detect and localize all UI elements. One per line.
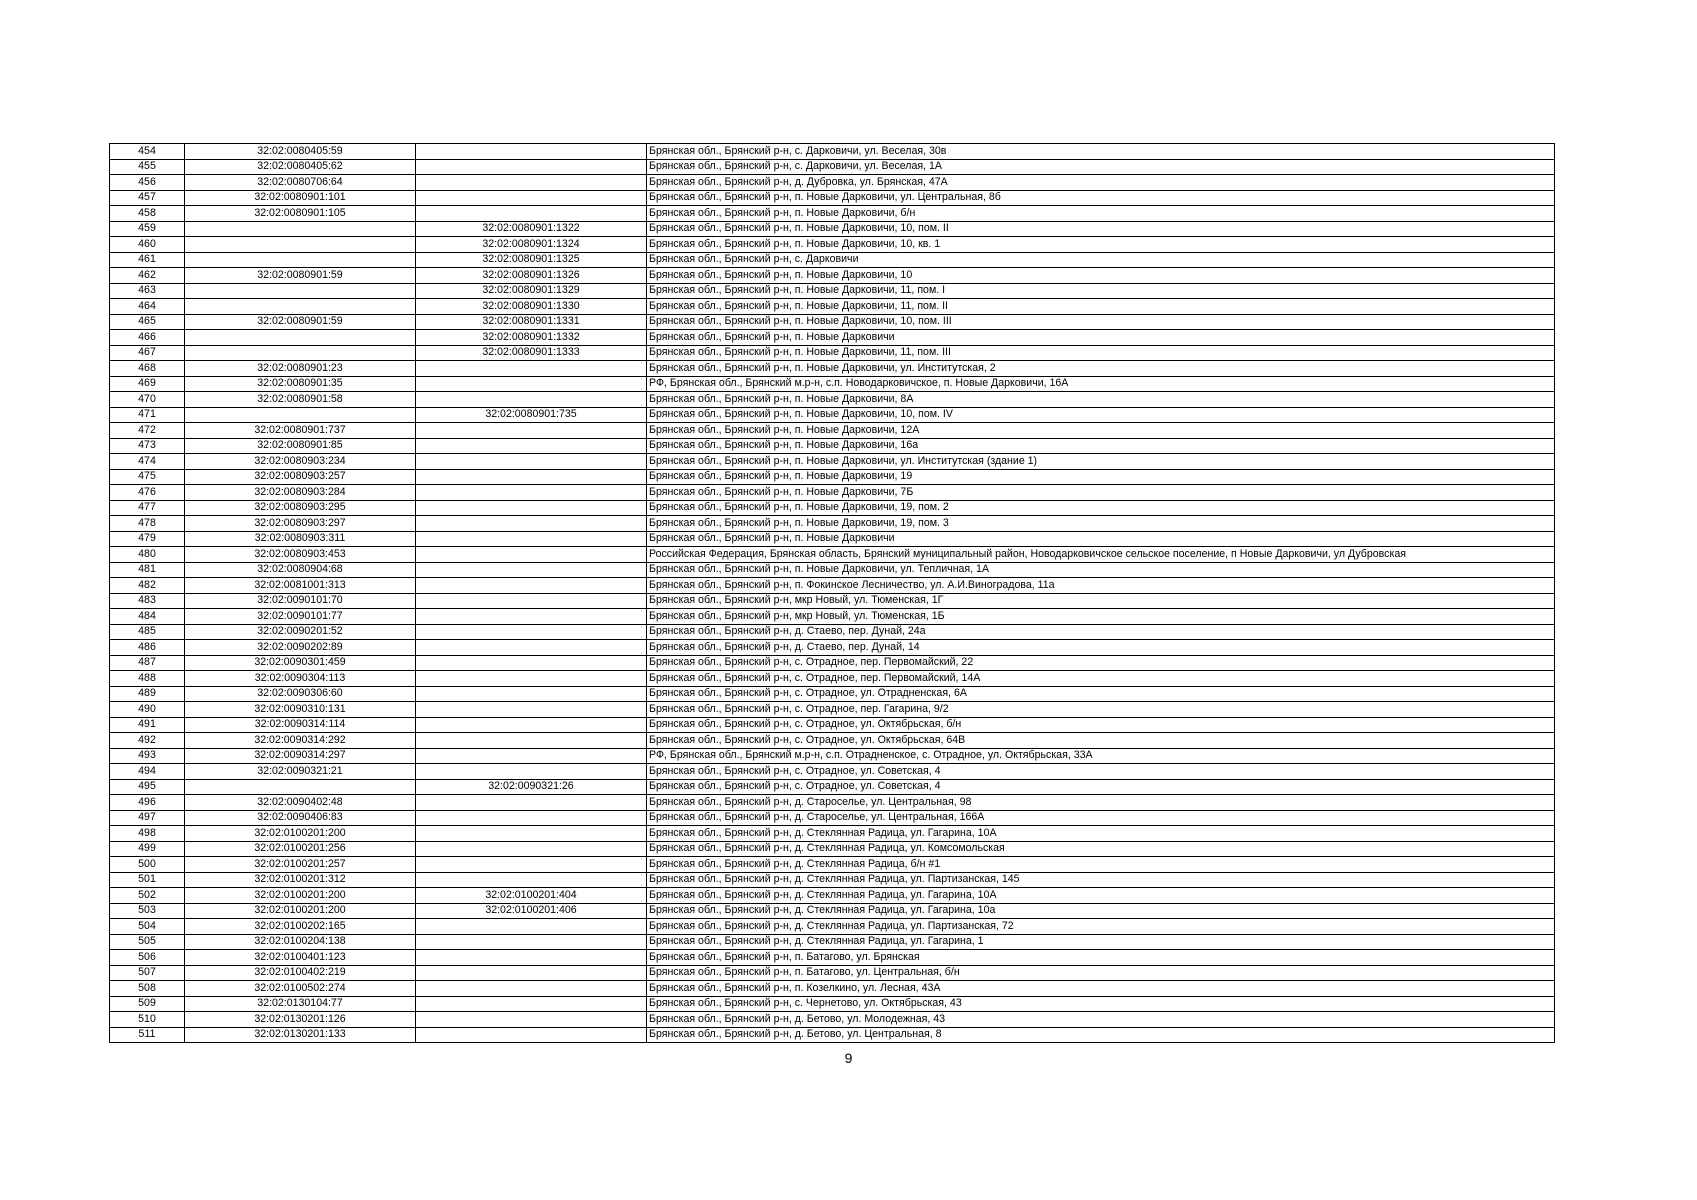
land-cadastral-number-cell: 32:02:0090304:113	[185, 671, 416, 687]
row-number-cell: 468	[110, 361, 185, 377]
land-cadastral-number-cell: 32:02:0080901:85	[185, 438, 416, 454]
building-cadastral-number-cell: 32:02:0100201:404	[416, 888, 647, 904]
row-number-cell: 466	[110, 330, 185, 346]
building-cadastral-number-cell	[416, 144, 647, 160]
land-cadastral-number-cell: 32:02:0080405:59	[185, 144, 416, 160]
building-cadastral-number-cell	[416, 748, 647, 764]
table-row	[110, 562, 1555, 578]
row-number-cell: 459	[110, 221, 185, 237]
land-cadastral-number-cell: 32:02:0080901:105	[185, 206, 416, 222]
address-cell: Брянская обл., Брянский р-н, д. Стеклянная Радица, ул. Партизанская, 72	[647, 919, 1555, 935]
row-number-cell: 511	[110, 1027, 185, 1043]
row-number-cell: 505	[110, 934, 185, 950]
land-cadastral-number-cell: 32:02:0080901:101	[185, 190, 416, 206]
land-cadastral-number-cell	[185, 299, 416, 315]
building-cadastral-number-cell: 32:02:0080901:1324	[416, 237, 647, 253]
table-row	[110, 330, 1555, 346]
address-cell: Брянская обл., Брянский р-н, п. Новые Дарковичи, 7Б	[647, 485, 1555, 501]
address-cell: Брянская обл., Брянский р-н, с. Отрадное, пер. Первомайский, 22	[647, 655, 1555, 671]
table-row	[110, 314, 1555, 330]
row-number-cell: 463	[110, 283, 185, 299]
table-row	[110, 640, 1555, 656]
building-cadastral-number-cell	[416, 485, 647, 501]
row-number-cell: 502	[110, 888, 185, 904]
table-row	[110, 609, 1555, 625]
table-row	[110, 361, 1555, 377]
land-cadastral-number-cell: 32:02:0100202:165	[185, 919, 416, 935]
row-number-cell: 481	[110, 562, 185, 578]
row-number-cell: 510	[110, 1012, 185, 1028]
address-cell: Брянская обл., Брянский р-н, п. Козелкино, ул. Лесная, 43А	[647, 981, 1555, 997]
table-row	[110, 531, 1555, 547]
land-cadastral-number-cell: 32:02:0080901:737	[185, 423, 416, 439]
building-cadastral-number-cell	[416, 578, 647, 594]
building-cadastral-number-cell: 32:02:0080901:1329	[416, 283, 647, 299]
building-cadastral-number-cell	[416, 547, 647, 563]
table-body	[110, 144, 1555, 1043]
building-cadastral-number-cell	[416, 950, 647, 966]
land-cadastral-number-cell: 32:02:0090101:77	[185, 609, 416, 625]
land-cadastral-number-cell: 32:02:0080903:453	[185, 547, 416, 563]
table-row	[110, 454, 1555, 470]
address-cell: Брянская обл., Брянский р-н, д. Староселье, ул. Центральная, 98	[647, 795, 1555, 811]
land-cadastral-number-cell: 32:02:0090306:60	[185, 686, 416, 702]
building-cadastral-number-cell	[416, 609, 647, 625]
building-cadastral-number-cell: 32:02:0080901:1325	[416, 252, 647, 268]
row-number-cell: 487	[110, 655, 185, 671]
table-row	[110, 919, 1555, 935]
land-cadastral-number-cell: 32:02:0080901:58	[185, 392, 416, 408]
table-row	[110, 826, 1555, 842]
table-row	[110, 950, 1555, 966]
table-row	[110, 717, 1555, 733]
table-row	[110, 934, 1555, 950]
row-number-cell: 499	[110, 841, 185, 857]
address-cell: Брянская обл., Брянский р-н, с. Отрадное, пер. Гагарина, 9/2	[647, 702, 1555, 718]
address-cell: Брянская обл., Брянский р-н, п. Новые Дарковичи, ул. Институтская (здание 1)	[647, 454, 1555, 470]
land-cadastral-number-cell: 32:02:0080903:295	[185, 500, 416, 516]
address-cell: Брянская обл., Брянский р-н, д. Бетово, ул. Молодежная, 43	[647, 1012, 1555, 1028]
table-row	[110, 547, 1555, 563]
address-cell: Брянская обл., Брянский р-н, с. Отрадное, ул. Октябрьская, б/н	[647, 717, 1555, 733]
land-cadastral-number-cell: 32:02:0130104:77	[185, 996, 416, 1012]
land-cadastral-number-cell: 32:02:0090310:131	[185, 702, 416, 718]
row-number-cell: 457	[110, 190, 185, 206]
row-number-cell: 473	[110, 438, 185, 454]
building-cadastral-number-cell	[416, 826, 647, 842]
row-number-cell: 467	[110, 345, 185, 361]
land-cadastral-number-cell: 32:02:0100201:200	[185, 826, 416, 842]
table-row	[110, 888, 1555, 904]
address-cell: Брянская обл., Брянский р-н, мкр Новый, ул. Тюменская, 1Г	[647, 593, 1555, 609]
table-row	[110, 376, 1555, 392]
address-cell: Брянская обл., Брянский р-н, п. Новые Дарковичи	[647, 330, 1555, 346]
building-cadastral-number-cell: 32:02:0090321:26	[416, 779, 647, 795]
row-number-cell: 455	[110, 159, 185, 175]
land-cadastral-number-cell: 32:02:0080904:68	[185, 562, 416, 578]
table-row	[110, 221, 1555, 237]
building-cadastral-number-cell	[416, 500, 647, 516]
table-row	[110, 965, 1555, 981]
table-row	[110, 981, 1555, 997]
land-cadastral-number-cell: 32:02:0080903:297	[185, 516, 416, 532]
building-cadastral-number-cell	[416, 857, 647, 873]
address-cell: Брянская обл., Брянский р-н, с. Отрадное, ул. Советская, 4	[647, 779, 1555, 795]
row-number-cell: 482	[110, 578, 185, 594]
land-cadastral-number-cell: 32:02:0080405:62	[185, 159, 416, 175]
table-row	[110, 500, 1555, 516]
row-number-cell: 507	[110, 965, 185, 981]
row-number-cell: 454	[110, 144, 185, 160]
address-cell: Брянская обл., Брянский р-н, с. Чернетово, ул. Октябрьская, 43	[647, 996, 1555, 1012]
address-cell: Брянская обл., Брянский р-н, п. Новые Дарковичи, 8А	[647, 392, 1555, 408]
land-cadastral-number-cell: 32:02:0100201:256	[185, 841, 416, 857]
building-cadastral-number-cell: 32:02:0080901:1326	[416, 268, 647, 284]
row-number-cell: 491	[110, 717, 185, 733]
table-row	[110, 748, 1555, 764]
address-cell: Брянская обл., Брянский р-н, д. Стаево, пер. Дунай, 14	[647, 640, 1555, 656]
building-cadastral-number-cell	[416, 872, 647, 888]
row-number-cell: 464	[110, 299, 185, 315]
table-row	[110, 671, 1555, 687]
table-row	[110, 624, 1555, 640]
building-cadastral-number-cell	[416, 686, 647, 702]
land-cadastral-number-cell: 32:02:0080901:59	[185, 268, 416, 284]
land-cadastral-number-cell	[185, 345, 416, 361]
land-cadastral-number-cell	[185, 407, 416, 423]
table-row	[110, 903, 1555, 919]
building-cadastral-number-cell	[416, 175, 647, 191]
building-cadastral-number-cell	[416, 764, 647, 780]
address-cell: Брянская обл., Брянский р-н, с. Дарковичи, ул. Веселая, 30в	[647, 144, 1555, 160]
table-row	[110, 841, 1555, 857]
building-cadastral-number-cell	[416, 841, 647, 857]
building-cadastral-number-cell	[416, 1027, 647, 1043]
address-cell: Брянская обл., Брянский р-н, п. Новые Дарковичи, 19, пом. 2	[647, 500, 1555, 516]
land-cadastral-number-cell: 32:02:0090202:89	[185, 640, 416, 656]
building-cadastral-number-cell	[416, 981, 647, 997]
building-cadastral-number-cell	[416, 593, 647, 609]
land-cadastral-number-cell	[185, 283, 416, 299]
land-cadastral-number-cell: 32:02:0090314:297	[185, 748, 416, 764]
table-row	[110, 252, 1555, 268]
row-number-cell: 479	[110, 531, 185, 547]
address-cell: Брянская обл., Брянский р-н, д. Стеклянная Радица, ул. Гагарина, 10а	[647, 903, 1555, 919]
address-cell: Брянская обл., Брянский р-н, п. Новые Дарковичи, 10, пом. III	[647, 314, 1555, 330]
row-number-cell: 475	[110, 469, 185, 485]
row-number-cell: 509	[110, 996, 185, 1012]
table-row	[110, 795, 1555, 811]
land-cadastral-number-cell: 32:02:0100401:123	[185, 950, 416, 966]
row-number-cell: 506	[110, 950, 185, 966]
address-cell: РФ, Брянская обл., Брянский м.р-н, с.п. Новодарковичское, п. Новые Дарковичи, 16А	[647, 376, 1555, 392]
row-number-cell: 462	[110, 268, 185, 284]
building-cadastral-number-cell: 32:02:0080901:1322	[416, 221, 647, 237]
land-cadastral-number-cell	[185, 330, 416, 346]
row-number-cell: 456	[110, 175, 185, 191]
address-cell: Брянская обл., Брянский р-н, с. Отрадное, ул. Октябрьская, 64В	[647, 733, 1555, 749]
address-cell: Брянская обл., Брянский р-н, п. Новые Дарковичи, ул. Центральная, 8б	[647, 190, 1555, 206]
land-cadastral-number-cell: 32:02:0080903:234	[185, 454, 416, 470]
address-cell: Брянская обл., Брянский р-н, п. Новые Дарковичи, б/н	[647, 206, 1555, 222]
building-cadastral-number-cell: 32:02:0080901:1330	[416, 299, 647, 315]
row-number-cell: 503	[110, 903, 185, 919]
row-number-cell: 484	[110, 609, 185, 625]
building-cadastral-number-cell	[416, 469, 647, 485]
land-cadastral-number-cell: 32:02:0090314:114	[185, 717, 416, 733]
building-cadastral-number-cell	[416, 810, 647, 826]
table-row	[110, 810, 1555, 826]
building-cadastral-number-cell	[416, 392, 647, 408]
land-cadastral-number-cell: 32:02:0080901:59	[185, 314, 416, 330]
table-row	[110, 686, 1555, 702]
row-number-cell: 465	[110, 314, 185, 330]
row-number-cell: 500	[110, 857, 185, 873]
address-cell: Брянская обл., Брянский р-н, п. Новые Дарковичи, 19, пом. 3	[647, 516, 1555, 532]
address-cell: Брянская обл., Брянский р-н, мкр Новый, ул. Тюменская, 1Б	[647, 609, 1555, 625]
row-number-cell: 508	[110, 981, 185, 997]
row-number-cell: 504	[110, 919, 185, 935]
building-cadastral-number-cell	[416, 640, 647, 656]
address-cell: Брянская обл., Брянский р-н, п. Новые Дарковичи, 10	[647, 268, 1555, 284]
land-cadastral-number-cell: 32:02:0080903:284	[185, 485, 416, 501]
table-row	[110, 144, 1555, 160]
row-number-cell: 489	[110, 686, 185, 702]
row-number-cell: 494	[110, 764, 185, 780]
address-cell: РФ, Брянская обл., Брянский м.р-н, с.п. Отрадненское, с. Отрадное, ул. Октябрьская, 33А	[647, 748, 1555, 764]
address-cell: Брянская обл., Брянский р-н, п. Новые Дарковичи, 12А	[647, 423, 1555, 439]
address-cell: Брянская обл., Брянский р-н, д. Стеклянная Радица, ул. Гагарина, 10А	[647, 826, 1555, 842]
land-cadastral-number-cell: 32:02:0081001:313	[185, 578, 416, 594]
land-cadastral-number-cell: 32:02:0100502:274	[185, 981, 416, 997]
table-row	[110, 190, 1555, 206]
row-number-cell: 478	[110, 516, 185, 532]
address-cell: Брянская обл., Брянский р-н, п. Новые Дарковичи	[647, 531, 1555, 547]
land-cadastral-number-cell	[185, 779, 416, 795]
row-number-cell: 480	[110, 547, 185, 563]
row-number-cell: 490	[110, 702, 185, 718]
land-cadastral-number-cell: 32:02:0080903:257	[185, 469, 416, 485]
table-row	[110, 1027, 1555, 1043]
row-number-cell: 485	[110, 624, 185, 640]
land-cadastral-number-cell	[185, 252, 416, 268]
row-number-cell: 488	[110, 671, 185, 687]
table-row	[110, 423, 1555, 439]
table-row	[110, 438, 1555, 454]
building-cadastral-number-cell	[416, 671, 647, 687]
land-cadastral-number-cell: 32:02:0100201:257	[185, 857, 416, 873]
land-cadastral-number-cell	[185, 221, 416, 237]
land-cadastral-number-cell: 32:02:0080901:35	[185, 376, 416, 392]
table-row	[110, 516, 1555, 532]
row-number-cell: 498	[110, 826, 185, 842]
table-row	[110, 268, 1555, 284]
building-cadastral-number-cell	[416, 996, 647, 1012]
table-row	[110, 392, 1555, 408]
address-cell: Брянская обл., Брянский р-н, п. Батагово, ул. Брянская	[647, 950, 1555, 966]
land-cadastral-number-cell: 32:02:0100201:200	[185, 903, 416, 919]
row-number-cell: 461	[110, 252, 185, 268]
address-cell: Брянская обл., Брянский р-н, с. Дарковичи	[647, 252, 1555, 268]
table-row	[110, 996, 1555, 1012]
land-cadastral-number-cell: 32:02:0090301:459	[185, 655, 416, 671]
address-cell: Брянская обл., Брянский р-н, п. Новые Дарковичи, 11, пом. II	[647, 299, 1555, 315]
building-cadastral-number-cell: 32:02:0100201:406	[416, 903, 647, 919]
building-cadastral-number-cell	[416, 376, 647, 392]
table-row	[110, 733, 1555, 749]
table-row	[110, 578, 1555, 594]
address-cell: Брянская обл., Брянский р-н, д. Стеклянная Радица, ул. Комсомольская	[647, 841, 1555, 857]
address-cell: Брянская обл., Брянский р-н, п. Фокинское Лесничество, ул. А.И.Виноградова, 11а	[647, 578, 1555, 594]
building-cadastral-number-cell	[416, 624, 647, 640]
building-cadastral-number-cell	[416, 655, 647, 671]
page-number: 9	[844, 1050, 853, 1066]
land-cadastral-number-cell: 32:02:0090201:52	[185, 624, 416, 640]
row-number-cell: 458	[110, 206, 185, 222]
building-cadastral-number-cell	[416, 206, 647, 222]
row-number-cell: 497	[110, 810, 185, 826]
land-cadastral-number-cell: 32:02:0100204:138	[185, 934, 416, 950]
address-cell: Брянская обл., Брянский р-н, д. Дубровка, ул. Брянская, 47А	[647, 175, 1555, 191]
address-cell: Брянская обл., Брянский р-н, п. Новые Дарковичи, 10, кв. 1	[647, 237, 1555, 253]
building-cadastral-number-cell	[416, 423, 647, 439]
row-number-cell: 472	[110, 423, 185, 439]
row-number-cell: 492	[110, 733, 185, 749]
building-cadastral-number-cell	[416, 516, 647, 532]
row-number-cell: 501	[110, 872, 185, 888]
table-row	[110, 1012, 1555, 1028]
building-cadastral-number-cell	[416, 733, 647, 749]
row-number-cell: 483	[110, 593, 185, 609]
table-row	[110, 206, 1555, 222]
land-cadastral-number-cell: 32:02:0080903:311	[185, 531, 416, 547]
building-cadastral-number-cell: 32:02:0080901:735	[416, 407, 647, 423]
table-row	[110, 345, 1555, 361]
address-cell: Брянская обл., Брянский р-н, с. Отрадное, пер. Первомайский, 14А	[647, 671, 1555, 687]
table-row	[110, 764, 1555, 780]
building-cadastral-number-cell	[416, 361, 647, 377]
land-cadastral-number-cell	[185, 237, 416, 253]
address-cell: Брянская обл., Брянский р-н, д. Стаево, пер. Дунай, 24а	[647, 624, 1555, 640]
address-cell: Брянская обл., Брянский р-н, п. Новые Дарковичи, 16а	[647, 438, 1555, 454]
land-cadastral-number-cell: 32:02:0090101:70	[185, 593, 416, 609]
row-number-cell: 493	[110, 748, 185, 764]
table-row	[110, 237, 1555, 253]
table-row	[110, 779, 1555, 795]
row-number-cell: 470	[110, 392, 185, 408]
table-row	[110, 857, 1555, 873]
row-number-cell: 495	[110, 779, 185, 795]
building-cadastral-number-cell	[416, 965, 647, 981]
address-cell: Брянская обл., Брянский р-н, п. Батагово, ул. Центральная, б/н	[647, 965, 1555, 981]
table-row	[110, 407, 1555, 423]
table-row	[110, 469, 1555, 485]
land-cadastral-number-cell: 32:02:0090321:21	[185, 764, 416, 780]
table-row	[110, 702, 1555, 718]
building-cadastral-number-cell: 32:02:0080901:1332	[416, 330, 647, 346]
land-cadastral-number-cell: 32:02:0100201:200	[185, 888, 416, 904]
row-number-cell: 486	[110, 640, 185, 656]
row-number-cell: 471	[110, 407, 185, 423]
building-cadastral-number-cell	[416, 190, 647, 206]
address-cell: Брянская обл., Брянский р-н, с. Отрадное, ул. Советская, 4	[647, 764, 1555, 780]
row-number-cell: 460	[110, 237, 185, 253]
table-row	[110, 175, 1555, 191]
table-row	[110, 593, 1555, 609]
building-cadastral-number-cell	[416, 717, 647, 733]
row-number-cell: 469	[110, 376, 185, 392]
land-cadastral-number-cell: 32:02:0090314:292	[185, 733, 416, 749]
land-cadastral-number-cell: 32:02:0090406:83	[185, 810, 416, 826]
table-row	[110, 159, 1555, 175]
land-cadastral-number-cell: 32:02:0090402:48	[185, 795, 416, 811]
address-cell: Брянская обл., Брянский р-н, д. Бетово, ул. Центральная, 8	[647, 1027, 1555, 1043]
building-cadastral-number-cell	[416, 1012, 647, 1028]
row-number-cell: 474	[110, 454, 185, 470]
address-cell: Брянская обл., Брянский р-н, п. Новые Дарковичи, ул. Институтская, 2	[647, 361, 1555, 377]
row-number-cell: 496	[110, 795, 185, 811]
building-cadastral-number-cell	[416, 934, 647, 950]
land-cadastral-number-cell: 32:02:0080901:23	[185, 361, 416, 377]
address-cell: Брянская обл., Брянский р-н, д. Стеклянная Радица, ул. Партизанская, 145	[647, 872, 1555, 888]
address-cell: Брянская обл., Брянский р-н, п. Новые Дарковичи, 10, пом. II	[647, 221, 1555, 237]
table-row	[110, 283, 1555, 299]
table-row	[110, 872, 1555, 888]
table-row	[110, 299, 1555, 315]
building-cadastral-number-cell	[416, 454, 647, 470]
land-cadastral-number-cell: 32:02:0100201:312	[185, 872, 416, 888]
building-cadastral-number-cell: 32:02:0080901:1333	[416, 345, 647, 361]
address-cell: Брянская обл., Брянский р-н, д. Стеклянная Радица, б/н #1	[647, 857, 1555, 873]
address-cell: Брянская обл., Брянский р-н, с. Дарковичи, ул. Веселая, 1А	[647, 159, 1555, 175]
address-cell: Брянская обл., Брянский р-н, п. Новые Дарковичи, 11, пом. I	[647, 283, 1555, 299]
table-row	[110, 655, 1555, 671]
address-cell: Брянская обл., Брянский р-н, с. Отрадное, ул. Отрадненская, 6А	[647, 686, 1555, 702]
building-cadastral-number-cell	[416, 438, 647, 454]
row-number-cell: 477	[110, 500, 185, 516]
row-number-cell: 476	[110, 485, 185, 501]
building-cadastral-number-cell	[416, 795, 647, 811]
address-cell: Брянская обл., Брянский р-н, д. Стеклянная Радица, ул. Гагарина, 10А	[647, 888, 1555, 904]
address-cell: Брянская обл., Брянский р-н, п. Новые Дарковичи, ул. Тепличная, 1А	[647, 562, 1555, 578]
address-cell: Брянская обл., Брянский р-н, д. Стеклянная Радица, ул. Гагарина, 1	[647, 934, 1555, 950]
address-cell: Брянская обл., Брянский р-н, д. Староселье, ул. Центральная, 166А	[647, 810, 1555, 826]
address-cell: Российская Федерация, Брянская область, Брянский муниципальный район, Новодарковичское сельское поселение, п Новые Дарковичи, ул Дубровская	[647, 547, 1555, 563]
address-cell: Брянская обл., Брянский р-н, п. Новые Дарковичи, 19	[647, 469, 1555, 485]
building-cadastral-number-cell	[416, 531, 647, 547]
building-cadastral-number-cell: 32:02:0080901:1331	[416, 314, 647, 330]
building-cadastral-number-cell	[416, 159, 647, 175]
land-cadastral-number-cell: 32:02:0080706:64	[185, 175, 416, 191]
building-cadastral-number-cell	[416, 562, 647, 578]
address-cell: Брянская обл., Брянский р-н, п. Новые Дарковичи, 11, пом. III	[647, 345, 1555, 361]
table-row	[110, 485, 1555, 501]
building-cadastral-number-cell	[416, 702, 647, 718]
land-cadastral-number-cell: 32:02:0130201:133	[185, 1027, 416, 1043]
land-cadastral-number-cell: 32:02:0100402:219	[185, 965, 416, 981]
address-cell: Брянская обл., Брянский р-н, п. Новые Дарковичи, 10, пом. IV	[647, 407, 1555, 423]
land-cadastral-number-cell: 32:02:0130201:126	[185, 1012, 416, 1028]
building-cadastral-number-cell	[416, 919, 647, 935]
property-table	[109, 143, 1555, 1043]
